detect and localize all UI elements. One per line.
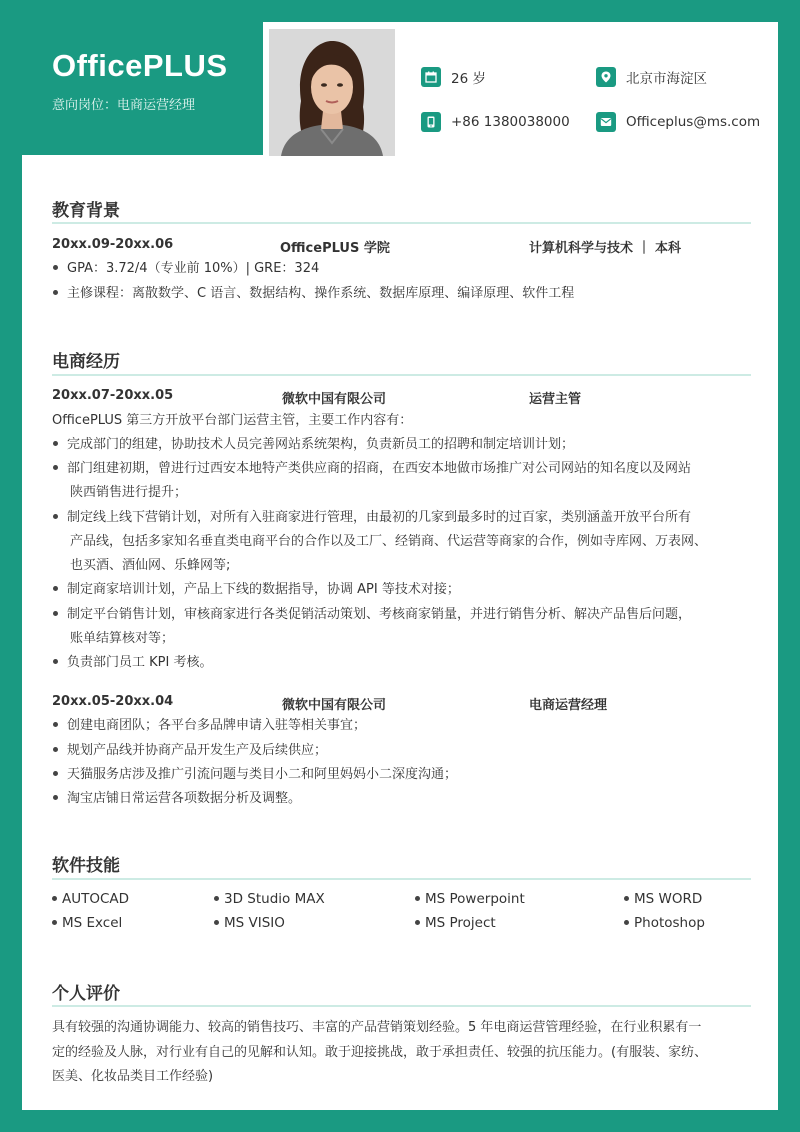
education-period: 20xx.09-20xx.06 <box>52 237 174 252</box>
skill-item: AUTOCAD <box>52 891 129 907</box>
section-divider <box>52 222 751 224</box>
skill-item: MS VISIO <box>214 915 285 931</box>
evaluation-line: 定的经验及人脉，对行业有自己的见解和认知。敢于迎接挑战，敢于承担责任、较强的抗压能力。(有服装、家纺、 <box>52 1045 708 1060</box>
skill-item: MS Excel <box>52 915 122 931</box>
age-text: 26 岁 <box>451 71 486 87</box>
job-period: 20xx.07-20xx.05 <box>52 388 174 403</box>
list-item: 淘宝店铺日常运营各项数据分析及调整。 <box>52 787 301 811</box>
list-item-continuation: 陕西销售进行提升； <box>70 485 188 500</box>
section-title-evaluation: 个人评价 <box>52 984 120 1004</box>
location-text: 北京市海淀区 <box>626 71 707 87</box>
list-item: 创建电商团队；各平台多品牌申请入驻等相关事宜； <box>52 714 366 738</box>
section-divider <box>52 878 751 880</box>
section-title-skills: 软件技能 <box>52 856 120 876</box>
email-info <box>596 112 760 132</box>
job-company: 微软中国有限公司 <box>282 392 387 407</box>
section-title-education: 教育背景 <box>52 201 120 221</box>
evaluation-line: 具有较强的沟通协调能力、较高的销售技巧、丰富的产品营销策划经验。5 年电商运营管理经验，在行业积累有一 <box>52 1020 702 1035</box>
job-intent: 意向岗位：电商运营经理 <box>52 98 196 113</box>
list-item: 制定商家培训计划，产品上下线的数据指导，协调 API 等技术对接； <box>52 578 460 602</box>
phone-text: +86 1380038000 <box>451 114 570 130</box>
email-text: Officeplus@ms.com <box>626 114 761 130</box>
section-title-experience: 电商经历 <box>52 352 120 372</box>
list-item: 完成部门的组建，协助技术人员完善网站系统架构，负责新员工的招聘和制定培训计划； <box>52 433 574 457</box>
education-major: 计算机科学与技术 ｜ 本科 <box>529 241 682 256</box>
skill-item: MS Project <box>415 915 496 931</box>
evaluation-line: 医美、化妆品类目工作经验) <box>52 1069 214 1084</box>
section-divider <box>52 1005 751 1007</box>
location-info <box>596 67 707 87</box>
list-item-continuation: 也买酒、酒仙网、乐蜂网等; <box>70 558 231 573</box>
job-period: 20xx.05-20xx.04 <box>52 694 174 709</box>
skill-item: MS WORD <box>624 891 702 907</box>
job-role: 电商运营经理 <box>529 698 608 713</box>
list-item: GPA：3.72/4（专业前 10%）| GRE：324 <box>52 257 319 281</box>
education-school: OfficePLUS 学院 <box>280 241 390 256</box>
skill-item: 3D Studio MAX <box>214 891 325 907</box>
phone-info <box>421 112 570 132</box>
list-item-continuation: 账单结算核对等； <box>70 631 175 646</box>
list-item: 天猫服务店涉及推广引流问题与类目小二和阿里妈妈小二深度沟通； <box>52 763 457 787</box>
list-item: 规划产品线并协商产品开发生产及后续供应； <box>52 739 327 763</box>
location-pin-icon <box>596 67 616 87</box>
job-company: 微软中国有限公司 <box>282 698 387 713</box>
section-divider <box>52 374 751 376</box>
candidate-name: OfficePLUS <box>52 48 228 83</box>
list-item: 制定线上线下营销计划，对所有入驻商家进行管理，由最初的几家到最多时的过百家，类别涵盖开放平台所有 <box>52 506 691 530</box>
portrait-image <box>269 29 395 156</box>
job-intro: OfficePLUS 第三方开放平台部门运营主管，主要工作内容有： <box>52 413 413 428</box>
list-item: 主修课程：离散数学、C 语言、数据结构、操作系统、数据库原理、编译原理、软件工程 <box>52 282 574 306</box>
list-item: 部门组建初期，曾进行过西安本地特产类供应商的招商，在西安本地做市场推广对公司网站的知名度以及网站 <box>52 457 691 481</box>
phone-icon <box>421 112 441 132</box>
calendar-icon <box>421 67 441 87</box>
skill-item: Photoshop <box>624 915 705 931</box>
skill-item: MS Powerpoint <box>415 891 525 907</box>
job-role: 运营主管 <box>529 392 582 407</box>
list-item: 负责部门员工 KPI 考核。 <box>52 651 212 675</box>
email-icon <box>596 112 616 132</box>
profile-photo <box>269 29 395 156</box>
list-item: 制定平台销售计划，审核商家进行各类促销活动策划、考核商家销量，并进行销售分析、解决产品售后问题， <box>52 603 691 627</box>
list-item-continuation: 产品线，包括多家知名垂直类电商平台的合作以及工厂、经销商、代运营等商家的合作，例如寺库网、万表网、 <box>70 534 708 549</box>
age-info <box>421 67 486 87</box>
